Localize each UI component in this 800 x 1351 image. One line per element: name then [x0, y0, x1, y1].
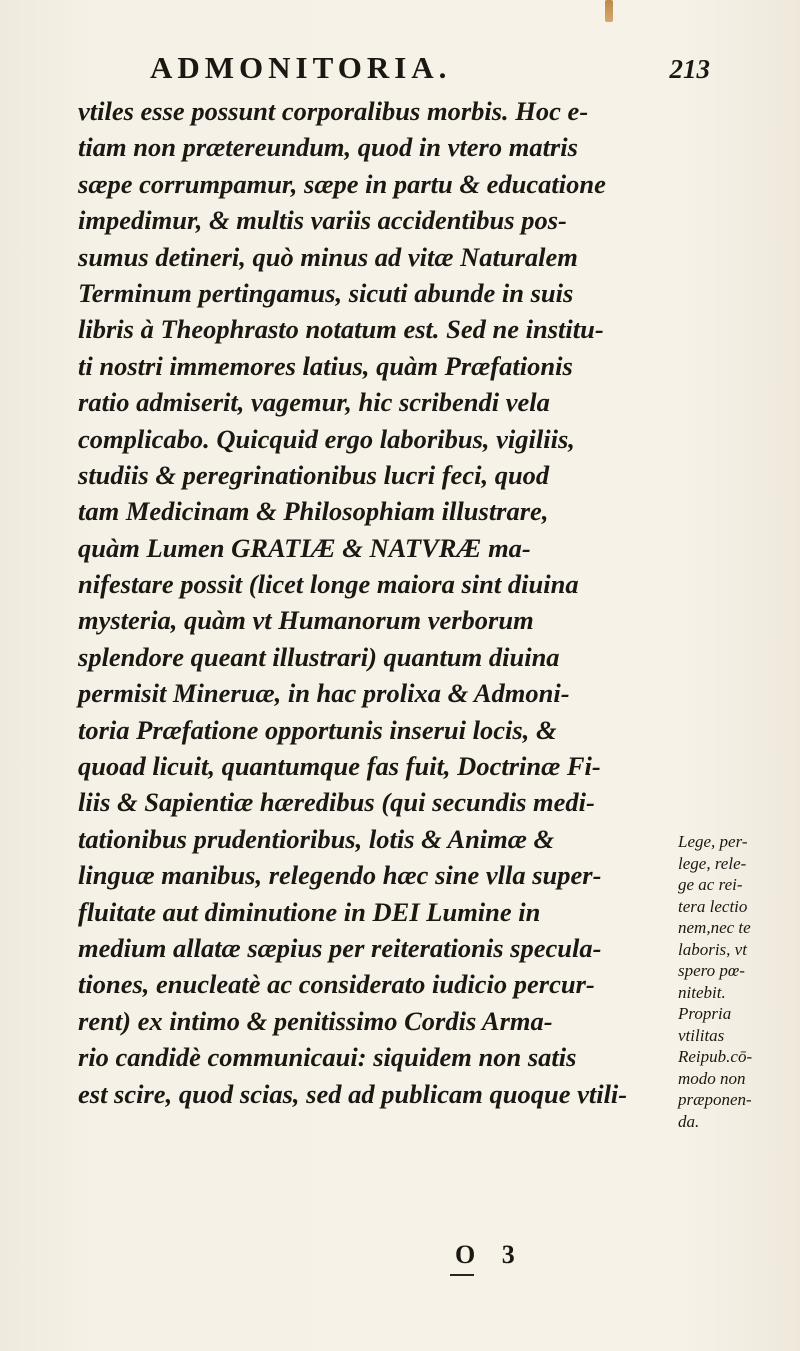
- text-line: tiones, enucleatè ac considerato iudicio percur-: [78, 969, 595, 1000]
- margin-note-line: tera lectio: [678, 896, 748, 916]
- text-line: liis & Sapientiæ hæredibus (qui secundis medi-: [78, 787, 595, 818]
- margin-note-line: vtilitas: [678, 1025, 725, 1045]
- margin-note-line: lege, rele-: [678, 853, 747, 873]
- text-line: toria Præfatione opportunis inserui locis, &: [78, 714, 557, 745]
- text-line: tationibus prudentioribus, lotis & Animæ &: [78, 823, 555, 854]
- text-line: quoad licuit, quantumque fas fuit, Doctrinæ Fi-: [78, 751, 601, 782]
- main-text-block: [78, 93, 658, 1112]
- signature-underline: [450, 1274, 474, 1276]
- text-line: linguæ manibus, relegendo hæc sine vlla super-: [78, 860, 602, 891]
- margin-note-line: nitebit.: [678, 982, 726, 1002]
- text-line: studiis & peregrinationibus lucri feci, quod: [78, 459, 550, 490]
- text-line: splendore queant illustrari) quantum diuina: [78, 641, 560, 672]
- margin-note-line: modo non: [678, 1068, 746, 1088]
- text-line: ti nostri immemores latius, quàm Præfationis: [78, 350, 573, 381]
- margin-note-line: spero pœ-: [678, 961, 745, 980]
- ink-stain: [605, 0, 613, 22]
- text-line: sæpe corrumpamur, sæpe in partu & educatione: [78, 168, 606, 199]
- page-number: 213: [669, 54, 710, 84]
- text-line: fluitate aut diminutione in DEI Lumine in: [78, 896, 541, 927]
- text-line: nifestare possit (licet longe maiora sint diuina: [78, 569, 579, 600]
- text-line: est scire, quod scias, sed ad publicam quoque vtili-: [78, 1078, 628, 1109]
- text-line: impedimur, & multis variis accidentibus pos-: [78, 205, 567, 236]
- signature-mark: O 3: [455, 1240, 525, 1269]
- marginal-note: [678, 831, 778, 1132]
- text-line: permisit Mineruæ, in hac prolixa & Admoni-: [78, 678, 570, 709]
- text-line: rio candidè communicaui: siquidem non satis: [78, 1042, 577, 1073]
- text-line: ratio admiserit, vagemur, hic scribendi vela: [78, 387, 550, 418]
- text-line: mysteria, quàm vt Humanorum verborum: [78, 605, 534, 636]
- text-line: libris à Theophrasto notatum est. Sed ne institu-: [78, 314, 604, 345]
- margin-note-line: nem,nec te: [678, 918, 751, 937]
- margin-note-line: præponen-: [678, 1090, 752, 1109]
- margin-note-line: laboris, vt: [678, 939, 747, 959]
- text-line: vtiles esse possunt corporalibus morbis. Hoc e-: [78, 96, 589, 126]
- text-line: Terminum pertingamus, sicuti abunde in suis: [78, 277, 574, 308]
- margin-note-line: ge ac rei-: [678, 875, 743, 894]
- running-title: ADMONITORIA.: [150, 50, 452, 85]
- margin-note-line: da.: [678, 1111, 700, 1131]
- text-line: rent) ex intimo & penitissimo Cordis Arma-: [78, 1005, 553, 1036]
- text-line: quàm Lumen GRATIÆ & NATVRÆ ma-: [78, 532, 531, 563]
- page-header: [150, 50, 710, 90]
- margin-note-line: Lege, per-: [678, 832, 748, 851]
- text-line: tiam non prætereundum, quod in vtero matris: [78, 132, 578, 163]
- margin-note-line: Reipub.cō-: [678, 1047, 753, 1066]
- text-line: tam Medicinam & Philosophiam illustrare,: [78, 496, 549, 527]
- text-line: sumus detineri, quò minus ad vitæ Naturalem: [78, 241, 578, 272]
- text-line: medium allatæ sæpius per reiterationis specula-: [78, 932, 602, 963]
- text-line: complicabo. Quicquid ergo laboribus, vigiliis,: [78, 423, 575, 454]
- margin-note-line: Propria: [678, 1004, 732, 1023]
